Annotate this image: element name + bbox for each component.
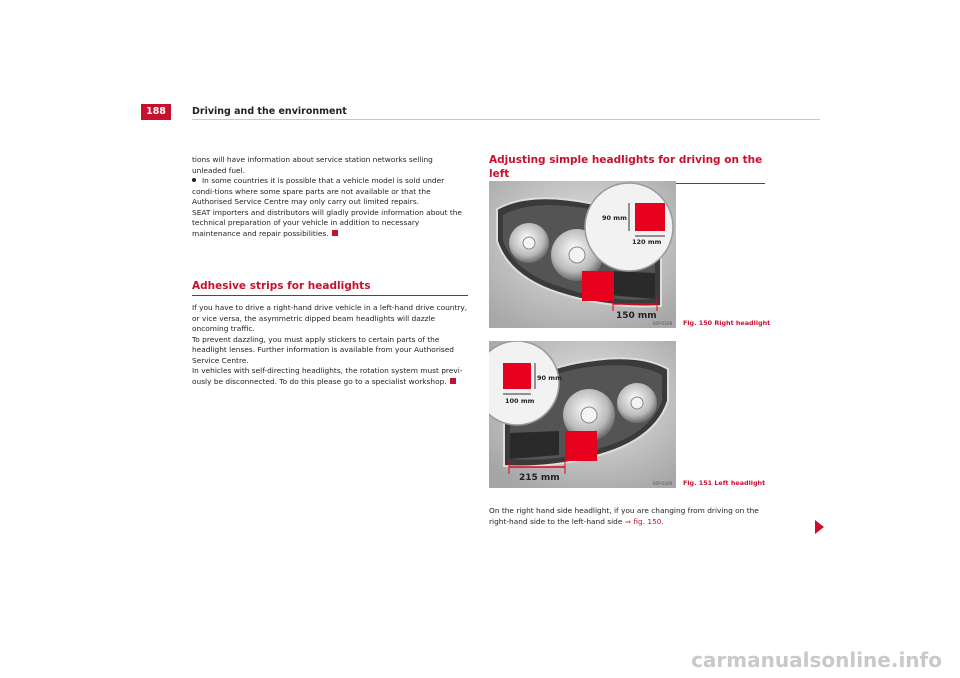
figure-caption: Fig. 150 Right headlight — [683, 319, 771, 327]
watermark: carmanualsonline.info — [691, 648, 942, 672]
headlight-illustration — [489, 341, 676, 488]
paragraph: tions will have information about service station networks selling unleaded fuel. — [192, 155, 433, 175]
paragraph: In vehicles with self-directing headlights, the rotation system must previ-ously be disconnected. To do this please go to a specialist workshop. — [192, 366, 463, 386]
section-end-icon — [450, 378, 456, 384]
dimension-label: 90 mm — [537, 374, 562, 382]
dimension-label: 215 mm — [519, 473, 560, 483]
paragraph: SEAT importers and distributors will gladly provide information about the technical preparation of your vehicle in addition to necessary maintenance and repair possibilities. — [192, 207, 462, 238]
left-column — [192, 155, 468, 239]
bullet-icon — [192, 178, 196, 182]
dimension-label: 150 mm — [616, 311, 657, 321]
figure-code: B5P-0168 — [653, 321, 673, 326]
figure-reference-link[interactable]: ⇒ fig. 150 — [624, 516, 662, 526]
figure-left-headlight — [489, 341, 676, 488]
headlight-illustration — [489, 181, 676, 328]
page-number: 188 — [141, 104, 171, 120]
left-column-section — [192, 303, 468, 387]
chapter-title: Driving and the environment — [192, 106, 347, 117]
dimension-label: 100 mm — [505, 397, 535, 405]
paragraph: On the right hand side headlight, if you are changing from driving on the right-hand side to the left-hand side ⇒ fig. 150. — [489, 506, 759, 526]
figure-code: B5P-0169 — [653, 481, 673, 486]
right-column-text — [489, 506, 765, 527]
paragraph: To prevent dazzling, you must apply stickers to certain parts of the headlight lenses. Further information is available from your Authorised Service Centre. — [192, 334, 455, 365]
section-end-icon — [332, 230, 338, 236]
paragraph: If you have to drive a right-hand drive vehicle in a left-hand drive country, or vice versa, the asymmetric dipped beam headlights will dazzle oncoming traffic. — [192, 303, 468, 333]
figure-right-headlight — [489, 181, 676, 328]
dimension-label: 120 mm — [632, 238, 662, 246]
next-page-arrow-icon[interactable] — [815, 520, 824, 534]
dimension-label: 90 mm — [602, 214, 627, 222]
header-divider — [192, 119, 820, 120]
section-title-adhesive-strips: Adhesive strips for headlights — [192, 279, 468, 296]
bullet-item: In some countries it is possible that a vehicle model is sold under condi-tions where some spare parts are not available or that the Authorised Service Centre may only carry out limited repairs. — [192, 176, 445, 206]
section-title-adjusting-headlights: Adjusting simple headlights for driving on the left — [489, 153, 765, 184]
figure-caption: Fig. 151 Left headlight — [683, 479, 766, 487]
